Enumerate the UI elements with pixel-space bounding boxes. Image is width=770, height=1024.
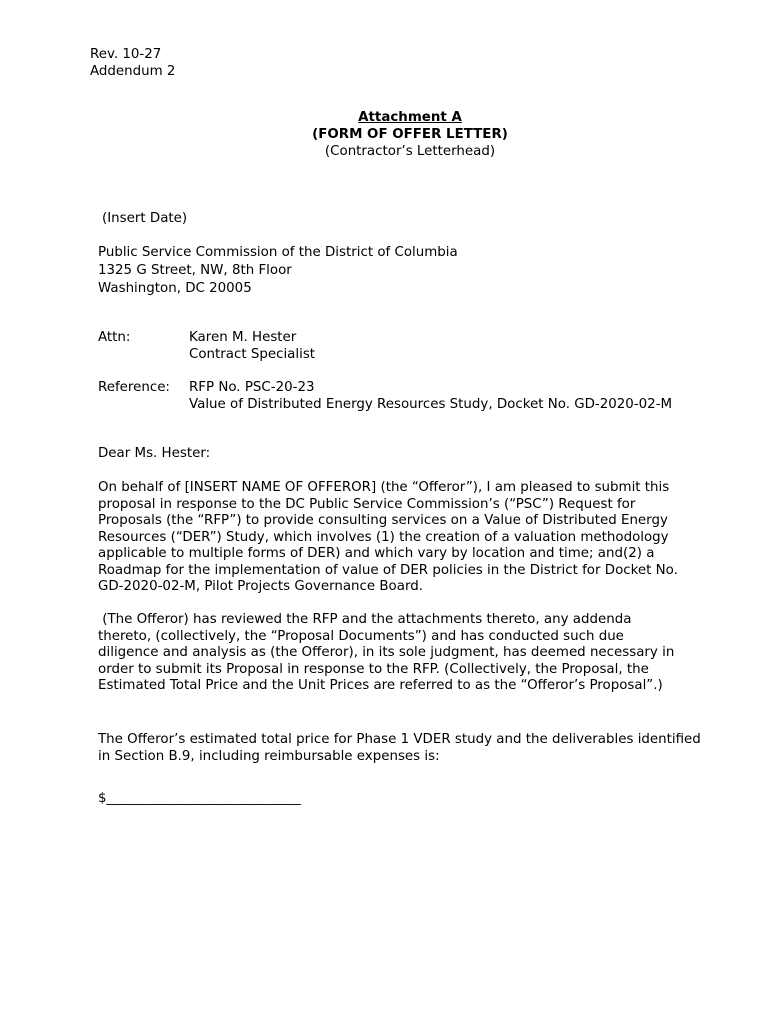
paragraph-line: On behalf of [INSERT NAME OF OFFEROR] (the “Offeror”), I am pleased to submit this: [98, 480, 670, 495]
form-name: (FORM OF OFFER LETTER): [312, 127, 508, 142]
paragraph-offer-intro: [98, 480, 738, 596]
paragraph-line: diligence and analysis as (the Offeror), in its sole judgment, has deemed necessary in: [98, 645, 675, 660]
price-blank-field[interactable]: $_____________________________: [98, 791, 301, 806]
paragraph-line: Roadmap for the implementation of value of DER policies in the District for Docket No.: [98, 562, 678, 578]
attn-label: Attn:: [98, 330, 131, 345]
paragraph-line: in Section B.9, including reimbursable expenses is:: [98, 748, 440, 764]
reference-description: Value of Distributed Energy Resources Study, Docket No. GD-2020-02-M: [189, 397, 673, 412]
paragraph-line: Estimated Total Price and the Unit Prices are referred to as the “Offeror’s Proposal”.): [98, 678, 663, 693]
paragraph-line: proposal in response to the DC Public Service Commission’s (“PSC”) Request for: [98, 496, 636, 512]
attn-title: Contract Specialist: [189, 347, 316, 362]
date-placeholder: (Insert Date): [102, 211, 188, 226]
paragraph-line: thereto, (collectively, the “Proposal Documents”) and has conducted such due: [98, 628, 624, 644]
attn-name: Karen M. Hester: [189, 330, 297, 345]
paragraph-review: [98, 612, 738, 695]
paragraph-line: GD-2020-02-M, Pilot Projects Governance Board.: [98, 579, 423, 594]
attachment-heading: Attachment A: [358, 110, 462, 125]
recipient-line: 1325 G Street, NW, 8th Floor: [98, 263, 292, 278]
revision-label: Rev. 10-27: [90, 47, 162, 62]
reference-label: Reference:: [98, 380, 170, 395]
paragraph-price: [98, 732, 738, 765]
paragraph-line: order to submit its Proposal in response to the RFP. (Collectively, the Proposal, the: [98, 661, 649, 677]
recipient-line: Washington, DC 20005: [98, 281, 252, 296]
salutation: Dear Ms. Hester:: [98, 446, 211, 461]
paragraph-line: applicable to multiple forms of DER) and which vary by location and time; and(2) a: [98, 546, 655, 561]
paragraph-line: (The Offeror) has reviewed the RFP and the attachments thereto, any addenda: [98, 612, 632, 627]
letterhead-note: (Contractor’s Letterhead): [324, 144, 496, 159]
paragraph-line: Proposals (the “RFP”) to provide consulting services on a Value of Distributed Energy: [98, 513, 668, 528]
addendum-label: Addendum 2: [90, 64, 176, 79]
attachment-title: [0, 110, 770, 127]
recipient-line: Public Service Commission of the District of Columbia: [98, 245, 458, 260]
paragraph-line: The Offeror’s estimated total price for Phase 1 VDER study and the deliverables identified: [98, 732, 701, 747]
paragraph-line: Resources (“DER”) Study, which involves (1) the creation of a valuation methodology: [98, 529, 669, 545]
reference-rfp: RFP No. PSC-20-23: [189, 380, 315, 395]
